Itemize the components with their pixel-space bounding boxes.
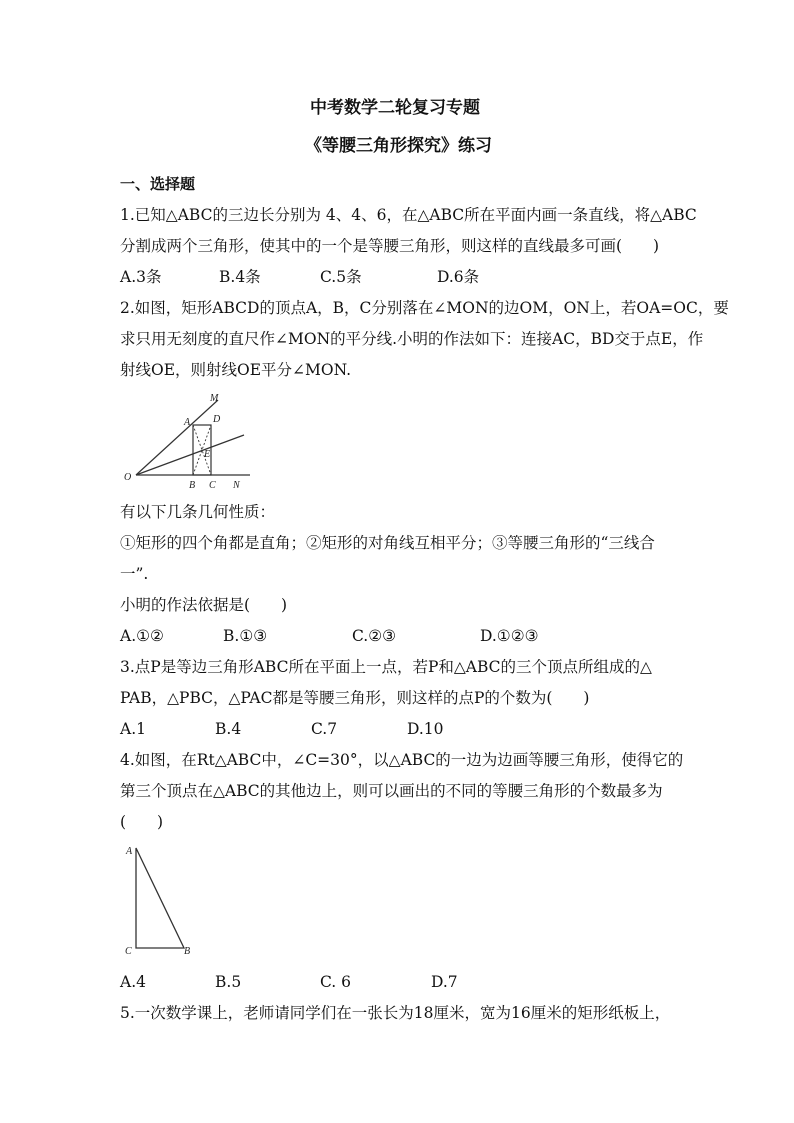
q2-option-a: A.①② — [120, 627, 164, 645]
q4-text-line2: 第三个顶点在△ABC的其他边上，则可以画出的不同的等腰三角形的个数最多为 — [120, 782, 663, 800]
q1-option-d: D.6条 — [437, 268, 480, 286]
q4-option-c: C. 6 — [320, 973, 352, 991]
q2-basis-question: 小明的作法依据是( ) — [120, 596, 288, 614]
q2-label-d: D — [213, 414, 221, 425]
q1-option-b: B.4条 — [219, 268, 261, 286]
q2-figure-angle-rectangle — [118, 392, 268, 492]
q2-properties-intro: 有以下几条几何性质： — [120, 503, 276, 521]
q4-label-a: A — [126, 846, 133, 857]
q3-option-b: B.4 — [215, 720, 242, 738]
q4-option-b: B.5 — [215, 973, 242, 991]
q2-label-b: B — [189, 480, 196, 491]
q5-text-line1: 5.一次数学课上，老师请同学们在一张长为18厘米，宽为16厘米的矩形纸板上， — [120, 1004, 671, 1022]
q1-option-a: A.3条 — [120, 268, 162, 286]
q3-option-d: D.10 — [407, 720, 444, 738]
q4-option-d: D.7 — [431, 973, 458, 991]
q2-option-b: B.①③ — [223, 627, 268, 645]
q2-text-line2: 求只用无刻度的直尺作∠MON的平分线.小明的作法如下：连接AC，BD交于点E，作 — [120, 330, 704, 348]
q4-label-b: B — [184, 946, 191, 957]
q3-option-a: A.1 — [120, 720, 146, 738]
q1-text-line1: 1.已知△ABC的三边长分别为 4、4、6，在△ABC所在平面内画一条直线，将△ABC — [120, 206, 697, 224]
q2-label-o: O — [124, 472, 132, 483]
q2-text-line1: 2.如图，矩形ABCD的顶点A，B，C分别落在∠MON的边OM，ON上，若OA=OC，要 — [120, 299, 729, 317]
q2-label-m: M — [210, 393, 219, 404]
q2-option-d: D.①②③ — [480, 627, 539, 645]
q3-option-c: C.7 — [311, 720, 338, 738]
q4-text-line1: 4.如图，在Rt△ABC中，∠C=30°，以△ABC的一边为边画等腰三角形，使得它的 — [120, 751, 684, 769]
q2-label-a: A — [184, 417, 191, 428]
q3-text-line1: 3.点P是等边三角形ABC所在平面上一点，若P和△ABC的三个顶点所组成的△ — [120, 658, 652, 676]
q4-option-a: A.4 — [120, 973, 146, 991]
q2-text-line3: 射线OE，则射线OE平分∠MON. — [120, 361, 352, 379]
page-title: 中考数学二轮复习专题 — [310, 98, 480, 118]
q2-properties-line1: ①矩形的四个角都是直角；②矩形的对角线互相平分；③等腰三角形的“三线合 — [120, 534, 655, 552]
q2-label-c: C — [209, 480, 216, 491]
q1-option-c: C.5条 — [320, 268, 362, 286]
section-heading: 一、选择题 — [120, 175, 196, 193]
q2-label-n: N — [233, 480, 240, 491]
q4-text-line3: ( ) — [120, 813, 164, 831]
q2-option-c: C.②③ — [352, 627, 397, 645]
q1-text-line2: 分割成两个三角形，使其中的一个是等腰三角形，则这样的直线最多可画( ) — [120, 237, 660, 255]
q2-label-e: E — [204, 449, 211, 460]
q3-text-line2: PAB，△PBC，△PAC都是等腰三角形，则这样的点P的个数为( ) — [120, 689, 590, 707]
q4-label-c: C — [125, 946, 132, 957]
q2-properties-line2: 一”. — [120, 565, 149, 583]
q4-figure-right-triangle — [122, 840, 212, 960]
page-subtitle: 《等腰三角形探究》练习 — [305, 136, 492, 156]
